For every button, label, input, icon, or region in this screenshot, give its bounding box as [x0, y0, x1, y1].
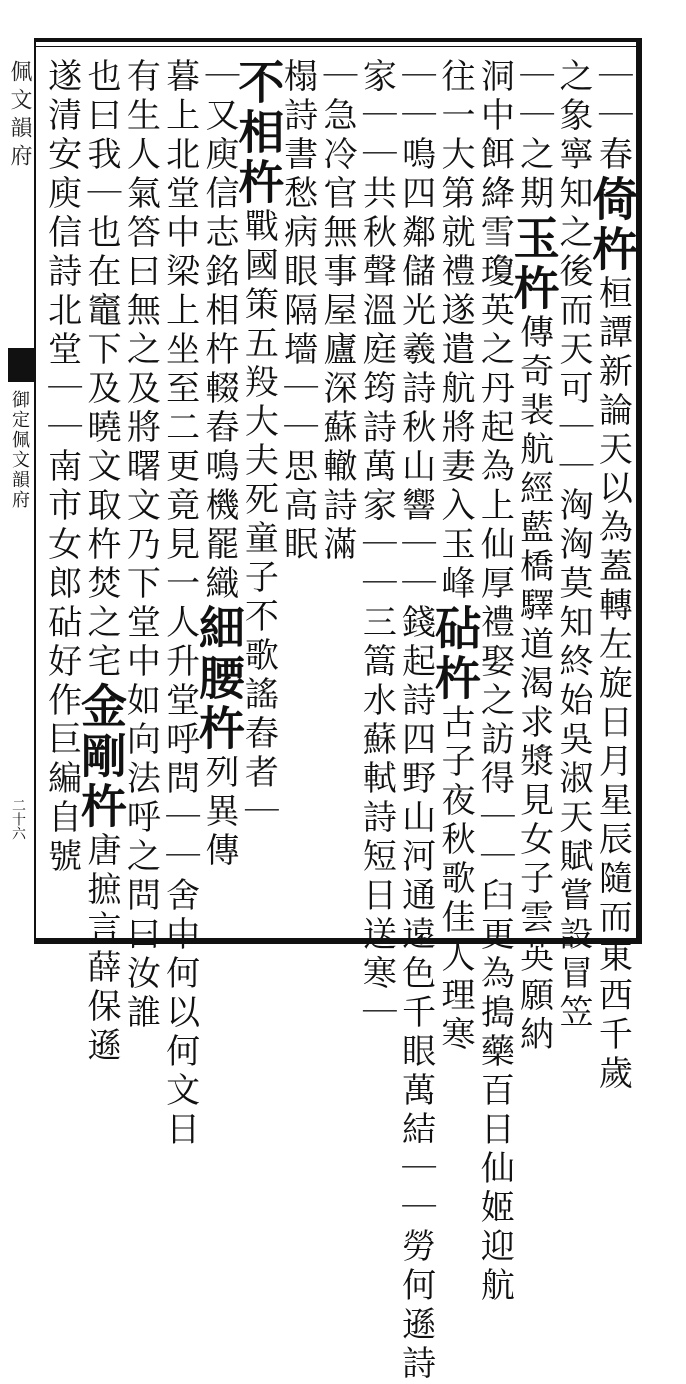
entry-headword: 細腰杵 [192, 604, 246, 754]
entry-headword: 不相杵 [231, 58, 286, 208]
column-text: ｜急冷官無事屋廬深蘇轍詩滿 [317, 58, 357, 565]
column-text: 列異傳 [199, 754, 239, 871]
text-column [394, 58, 438, 1384]
column-text: 古子夜秋歌佳人理寒 [435, 704, 475, 1055]
margin-top-text: 佩文韻府 [7, 60, 32, 172]
margin-book-title: 御定佩文韻府 [9, 390, 30, 510]
text-column [315, 58, 359, 934]
text-column [74, 58, 128, 1066]
column-text: 榻詩書愁病眼隔墻｜｜思高眠 [277, 58, 318, 565]
text-column [192, 58, 246, 934]
column-text: 傳奇裴航經藍橋驛道渴求漿見女子雲英願納 [513, 314, 554, 1055]
text-column [231, 58, 286, 934]
text-column [354, 58, 398, 1033]
column-text: 遂清安庾信詩北堂｜｜南市女郎砧 [41, 58, 82, 643]
column-text: 暮上北堂中梁上坐至二更竟見一人升堂呼問｜｜舍中何以 [159, 58, 200, 1033]
text-column [428, 58, 482, 1055]
fish-tail-mark [8, 348, 34, 382]
text-column [472, 58, 516, 1306]
column-text: ｜又庾信志銘相杵輟舂鳴機罷織 [199, 58, 239, 604]
entry-headword: 金剛杵 [74, 682, 128, 832]
text-column [40, 58, 84, 934]
top-inner-rule [34, 46, 640, 47]
column-text: ｜｜鳴四鄰儲光羲詩秋山響｜｜錢起詩四野山河通遠色千 [395, 58, 436, 1033]
text-column [506, 58, 561, 1055]
column-text: 有生人氣答曰無之及將曙文乃下堂中如向法呼之問曰汝誰 [120, 58, 161, 1033]
right-border-rule [636, 38, 642, 944]
block-heart-margin [0, 48, 34, 938]
column-text: 之象寧知 [553, 58, 593, 214]
column-text: 洞中餌絳雪瓊英之丹起為上仙 [474, 58, 515, 565]
text-column [551, 58, 595, 1033]
column-text: 家｜｜共秋聲溫庭筠詩萬家｜｜三篙水蘇軾詩短日送寒｜ [356, 58, 397, 1033]
text-column [158, 58, 202, 1150]
column-text: 之後而天可｜｜洶洶莫知終始吳淑天賦嘗設冒笠 [553, 214, 593, 1033]
column-text: 桓譚新論天以為蓋轉左旋日月星辰隨而東西千歲 [592, 275, 633, 1094]
column-text: ｜｜之期 [513, 58, 554, 214]
entry-headword: 砧杵 [428, 604, 482, 704]
column-text: 厚禮娶之訪得｜｜臼更為搗藥百日仙姬迎航 [474, 565, 515, 1306]
column-text: 唐摭言薛保遜 [81, 832, 121, 1066]
column-text: 眼萬結｜｜勞何遜詩 [395, 1033, 436, 1384]
column-text: 戰國策五羖大夫死童子不歌謠舂者｜ [238, 208, 279, 832]
entry-headword: 玉杵 [506, 214, 561, 314]
column-text: 也曰我｜也在竈下及曉文取杵焚之宅 [81, 58, 121, 682]
column-text: 往一大第就禮遂遣航將妻入玉峰 [435, 58, 475, 604]
left-border-rule [34, 38, 36, 944]
text-column [585, 58, 640, 1094]
margin-page-number: 二十六 [10, 798, 26, 840]
entry-headword: 倚杵 [585, 175, 640, 275]
column-text: ｜｜春 [592, 58, 633, 175]
column-text: 好作巨編自號 [41, 643, 82, 877]
column-text: 何文日 [159, 1033, 200, 1150]
top-border-rule [34, 38, 640, 42]
